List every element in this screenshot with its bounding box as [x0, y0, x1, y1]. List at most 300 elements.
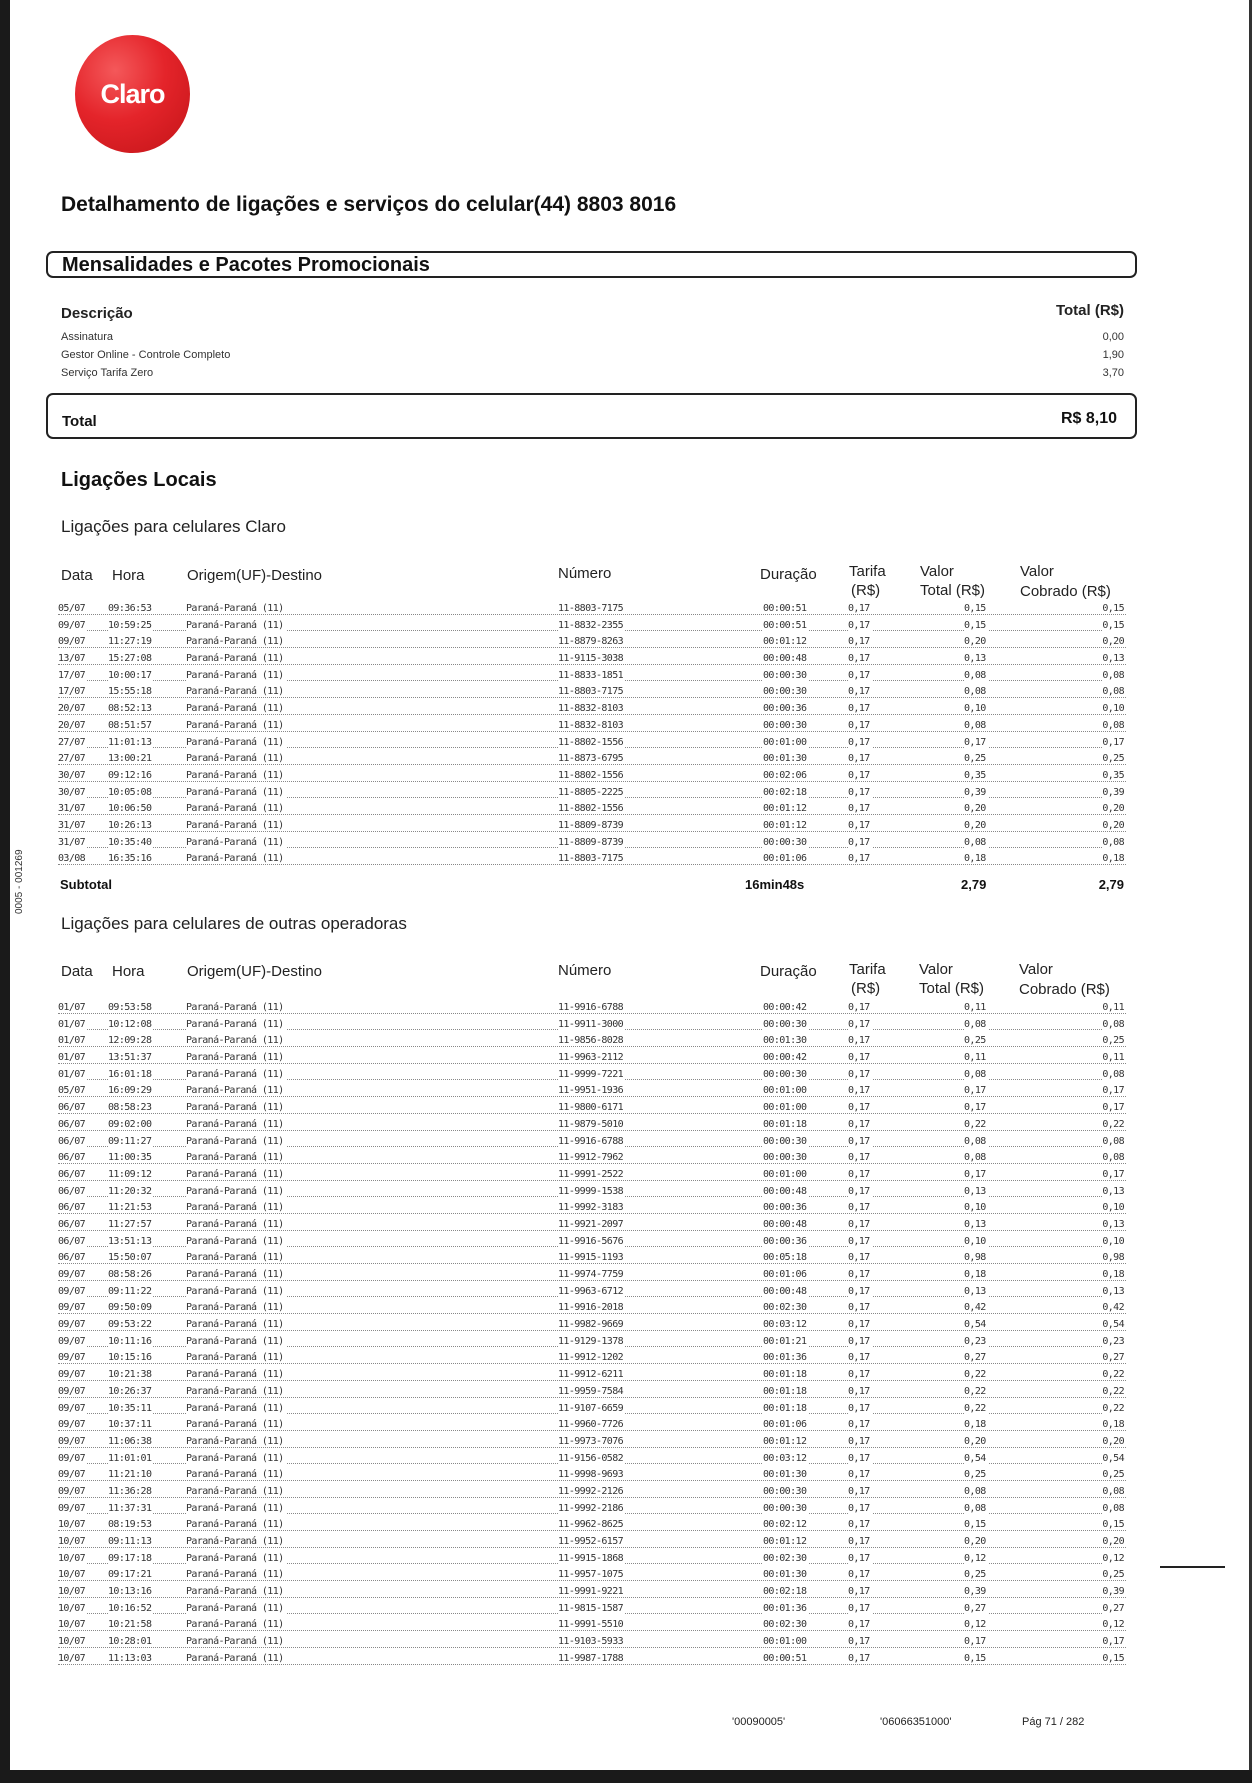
table-row: [58, 1250, 1126, 1267]
table-row: [58, 1651, 1126, 1668]
call-total-value: 0,17: [964, 1102, 986, 1114]
call-charged-value: 0,18: [1102, 1269, 1124, 1280]
call-charged-value: 0,39: [1102, 786, 1124, 798]
call-charged-value: 0,08: [1102, 1152, 1124, 1164]
call-charged-value: 0,25: [1102, 753, 1124, 765]
call-number: 11-9959-7584: [558, 1385, 624, 1397]
call-total-value: 0,23: [964, 1335, 986, 1347]
call-duration: 00:01:06: [763, 1269, 807, 1280]
call-duration: 00:00:42: [763, 1052, 807, 1064]
call-date: 10/07: [58, 1652, 86, 1664]
table-row: [58, 751, 1126, 768]
fee-label: Gestor Online - Controle Completo: [61, 349, 231, 361]
call-total-value: 0,20: [964, 636, 986, 648]
call-duration: 00:00:30: [763, 1068, 807, 1080]
call-duration: 00:02:18: [763, 1586, 807, 1598]
call-charged-value: 0,13: [1102, 653, 1124, 665]
fee-value: 1,90: [1102, 349, 1124, 361]
call-time: 10:26:37: [108, 1385, 152, 1397]
call-number: 11-9921-2097: [558, 1218, 624, 1230]
claro-calls-table: [58, 601, 1126, 868]
call-rate: 0,17: [848, 686, 870, 698]
call-number: 11-9800-6171: [558, 1102, 624, 1114]
call-origin-destination: Paraná-Paraná (11): [186, 1085, 284, 1097]
call-time: 10:35:40: [108, 836, 152, 848]
call-charged-value: 0,25: [1102, 1569, 1124, 1581]
call-total-value: 0,18: [964, 1269, 986, 1280]
call-rate: 0,17: [848, 1636, 870, 1648]
table-row: [58, 1033, 1126, 1050]
table-row: [58, 1434, 1126, 1451]
table-row: [58, 1517, 1126, 1534]
call-date: 01/07: [58, 1068, 86, 1080]
table-row: [58, 1350, 1126, 1367]
call-number: 11-9952-6157: [558, 1536, 624, 1547]
call-rate: 0,17: [848, 1285, 870, 1297]
total-value: R$ 8,10: [1060, 410, 1117, 427]
table-row: [58, 1000, 1126, 1017]
call-date: 06/07: [58, 1202, 86, 1214]
call-number: 11-9991-9221: [558, 1586, 624, 1598]
call-duration: 00:02:30: [763, 1619, 807, 1631]
call-time: 11:27:19: [108, 636, 152, 648]
call-charged-value: 0,15: [1102, 1519, 1124, 1531]
call-total-value: 0,25: [964, 1035, 986, 1047]
call-rate: 0,17: [848, 1202, 870, 1214]
call-charged-value: 0,17: [1102, 1085, 1124, 1097]
call-number: 11-9973-7076: [558, 1435, 624, 1447]
claro-section-title: Ligações para celulares Claro: [61, 517, 286, 536]
call-charged-value: 0,27: [1102, 1352, 1124, 1364]
call-number: 11-9912-6211: [558, 1369, 624, 1381]
call-duration: 00:02:06: [763, 769, 807, 781]
call-date: 03/08: [58, 853, 86, 865]
table-row: [58, 1067, 1126, 1084]
call-total-value: 0,22: [964, 1385, 986, 1397]
call-time: 11:13:03: [108, 1652, 152, 1664]
total-box: [46, 393, 1137, 439]
call-origin-destination: Paraná-Paraná (11): [186, 1335, 284, 1347]
call-date: 01/07: [58, 1018, 86, 1030]
call-date: 10/07: [58, 1602, 86, 1614]
table-row: [58, 1551, 1126, 1568]
call-rate: 0,17: [848, 719, 870, 731]
col-valor-total-2: Total (R$): [919, 980, 985, 997]
call-total-value: 0,20: [964, 1536, 986, 1547]
call-time: 10:12:08: [108, 1018, 152, 1030]
table-row: [58, 851, 1126, 868]
call-time: 09:36:53: [108, 603, 152, 614]
call-time: 10:13:16: [108, 1586, 152, 1598]
call-origin-destination: Paraná-Paraná (11): [186, 836, 284, 848]
call-time: 16:01:18: [108, 1068, 152, 1080]
call-rate: 0,17: [848, 1586, 870, 1598]
call-number: 11-8833-1851: [558, 669, 624, 681]
call-duration: 00:01:06: [763, 853, 807, 865]
call-number: 11-9915-1868: [558, 1552, 624, 1564]
call-time: 10:16:52: [108, 1602, 152, 1614]
call-time: 11:01:13: [108, 736, 152, 748]
call-time: 09:02:00: [108, 1118, 152, 1130]
col-duracao: Duração: [760, 963, 817, 980]
call-origin-destination: Paraná-Paraná (11): [186, 1068, 284, 1080]
call-origin-destination: Paraná-Paraná (11): [186, 1002, 284, 1013]
table-row: [58, 1451, 1126, 1468]
call-date: 09/07: [58, 1419, 86, 1431]
call-rate: 0,17: [848, 669, 870, 681]
call-duration: 00:03:12: [763, 1452, 807, 1464]
total-label: Total: [62, 413, 97, 430]
call-rate: 0,17: [848, 1135, 870, 1147]
call-number: 11-9911-3000: [558, 1018, 624, 1030]
call-number: 11-9982-9669: [558, 1319, 624, 1331]
call-duration: 00:00:30: [763, 1485, 807, 1497]
call-time: 13:51:13: [108, 1235, 152, 1247]
col-valor-cobrado-2: Cobrado (R$): [1020, 583, 1111, 600]
call-number: 11-8802-1556: [558, 736, 624, 748]
call-number: 11-9992-2126: [558, 1485, 624, 1497]
call-time: 10:15:16: [108, 1352, 152, 1364]
table-row: [58, 618, 1126, 635]
call-charged-value: 0,18: [1102, 853, 1124, 865]
call-duration: 00:00:30: [763, 1018, 807, 1030]
call-duration: 00:02:30: [763, 1302, 807, 1314]
call-origin-destination: Paraná-Paraná (11): [186, 1218, 284, 1230]
call-time: 09:53:58: [108, 1002, 152, 1013]
call-date: 10/07: [58, 1636, 86, 1648]
call-origin-destination: Paraná-Paraná (11): [186, 1536, 284, 1547]
call-number: 11-9912-1202: [558, 1352, 624, 1364]
call-origin-destination: Paraná-Paraná (11): [186, 1419, 284, 1431]
table-row: [58, 651, 1126, 668]
call-duration: 00:01:12: [763, 819, 807, 831]
table-row: [58, 785, 1126, 802]
call-date: 20/07: [58, 703, 86, 715]
call-origin-destination: Paraná-Paraná (11): [186, 819, 284, 831]
call-rate: 0,17: [848, 1235, 870, 1247]
call-charged-value: 0,25: [1102, 1469, 1124, 1481]
call-charged-value: 0,17: [1102, 1102, 1124, 1114]
table-row: [58, 1501, 1126, 1518]
call-date: 06/07: [58, 1102, 86, 1114]
call-date: 09/07: [58, 1469, 86, 1481]
call-number: 11-8832-8103: [558, 719, 624, 731]
call-charged-value: 0,20: [1102, 636, 1124, 648]
call-date: 10/07: [58, 1536, 86, 1547]
call-origin-destination: Paraná-Paraná (11): [186, 1319, 284, 1331]
mensalidades-title: Mensalidades e Pacotes Promocionais: [62, 254, 430, 276]
call-charged-value: 0,17: [1102, 736, 1124, 748]
call-date: 01/07: [58, 1002, 86, 1013]
call-rate: 0,17: [848, 653, 870, 665]
call-duration: 00:01:36: [763, 1602, 807, 1614]
call-total-value: 0,20: [964, 1435, 986, 1447]
call-time: 11:36:28: [108, 1485, 152, 1497]
call-charged-value: 0,39: [1102, 1586, 1124, 1598]
call-rate: 0,17: [848, 1035, 870, 1047]
table-row: [58, 1300, 1126, 1317]
side-batch-label: 0005 - 001269: [14, 849, 25, 914]
call-time: 11:27:57: [108, 1218, 152, 1230]
call-duration: 00:00:30: [763, 1135, 807, 1147]
call-total-value: 0,39: [964, 1586, 986, 1598]
call-date: 09/07: [58, 1485, 86, 1497]
fee-value: 0,00: [1102, 331, 1124, 343]
call-number: 11-9992-3183: [558, 1202, 624, 1214]
call-total-value: 0,15: [964, 1519, 986, 1531]
table-row: [58, 1601, 1126, 1618]
call-time: 10:28:01: [108, 1636, 152, 1648]
call-origin-destination: Paraná-Paraná (11): [186, 669, 284, 681]
table-row: [58, 1401, 1126, 1418]
call-rate: 0,17: [848, 1569, 870, 1581]
call-date: 17/07: [58, 686, 86, 698]
call-duration: 00:01:30: [763, 753, 807, 765]
call-time: 11:21:53: [108, 1202, 152, 1214]
call-date: 10/07: [58, 1519, 86, 1531]
call-origin-destination: Paraná-Paraná (11): [186, 636, 284, 648]
mensalidades-header-box: [46, 251, 1137, 278]
table-row: [58, 1100, 1126, 1117]
call-number: 11-9974-7759: [558, 1269, 624, 1280]
table-row: [58, 634, 1126, 651]
call-rate: 0,17: [848, 853, 870, 865]
call-charged-value: 0,10: [1102, 703, 1124, 715]
table-row: [58, 668, 1126, 685]
call-number: 11-9963-2112: [558, 1052, 624, 1064]
table-row: [58, 1134, 1126, 1151]
call-date: 06/07: [58, 1135, 86, 1147]
table-row: [58, 1367, 1126, 1384]
table-row: [58, 801, 1126, 818]
call-date: 06/07: [58, 1252, 86, 1264]
call-date: 09/07: [58, 636, 86, 648]
call-rate: 0,17: [848, 1419, 870, 1431]
call-date: 06/07: [58, 1235, 86, 1247]
col-valor-total: Valor: [919, 961, 953, 978]
table-row: [58, 1050, 1126, 1067]
call-origin-destination: Paraná-Paraná (11): [186, 653, 284, 665]
call-rate: 0,17: [848, 1402, 870, 1414]
call-origin-destination: Paraná-Paraná (11): [186, 1385, 284, 1397]
call-date: 27/07: [58, 736, 86, 748]
call-total-value: 0,13: [964, 653, 986, 665]
call-number: 11-8873-6795: [558, 753, 624, 765]
call-total-value: 0,54: [964, 1452, 986, 1464]
call-total-value: 0,10: [964, 1202, 986, 1214]
table-row: [58, 1384, 1126, 1401]
call-charged-value: 0,11: [1102, 1002, 1124, 1013]
call-origin-destination: Paraná-Paraná (11): [186, 1502, 284, 1514]
call-duration: 00:00:51: [763, 1652, 807, 1664]
table-row: [58, 1317, 1126, 1334]
call-total-value: 0,17: [964, 1085, 986, 1097]
call-rate: 0,17: [848, 1502, 870, 1514]
call-duration: 00:01:00: [763, 736, 807, 748]
table-row: [58, 1083, 1126, 1100]
call-date: 09/07: [58, 1435, 86, 1447]
call-date: 09/07: [58, 1385, 86, 1397]
call-charged-value: 0,12: [1102, 1552, 1124, 1564]
table-row: [58, 1234, 1126, 1251]
descricao-header: Descrição: [61, 305, 133, 322]
call-origin-destination: Paraná-Paraná (11): [186, 1252, 284, 1264]
call-duration: 00:00:30: [763, 1152, 807, 1164]
call-duration: 00:01:18: [763, 1118, 807, 1130]
call-date: 31/07: [58, 836, 86, 848]
call-rate: 0,17: [848, 1552, 870, 1564]
col-origem: Origem(UF)-Destino: [187, 963, 323, 980]
table-row: [58, 1117, 1126, 1134]
call-origin-destination: Paraná-Paraná (11): [186, 1018, 284, 1030]
call-date: 09/07: [58, 1269, 86, 1280]
call-origin-destination: Paraná-Paraná (11): [186, 1452, 284, 1464]
outras-calls-table: [58, 1000, 1126, 1668]
table-row: [58, 1417, 1126, 1434]
call-date: 10/07: [58, 1569, 86, 1581]
call-origin-destination: Paraná-Paraná (11): [186, 1469, 284, 1481]
call-date: 09/07: [58, 1402, 86, 1414]
call-rate: 0,17: [848, 1602, 870, 1614]
call-duration: 00:01:00: [763, 1636, 807, 1648]
claro-subtotal-row: [58, 877, 1126, 895]
call-number: 11-9951-1936: [558, 1085, 624, 1097]
call-number: 11-9991-5510: [558, 1619, 624, 1631]
call-rate: 0,17: [848, 703, 870, 715]
call-rate: 0,17: [848, 1536, 870, 1547]
call-duration: 00:02:12: [763, 1519, 807, 1531]
call-rate: 0,17: [848, 819, 870, 831]
call-total-value: 0,27: [964, 1602, 986, 1614]
footer-code-1: '00090005': [732, 1716, 786, 1728]
call-charged-value: 0,08: [1102, 1135, 1124, 1147]
call-time: 11:37:31: [108, 1502, 152, 1514]
call-total-value: 0,10: [964, 703, 986, 715]
call-origin-destination: Paraná-Paraná (11): [186, 1519, 284, 1531]
call-number: 11-9103-5933: [558, 1636, 624, 1648]
table-row: [58, 768, 1126, 785]
call-rate: 0,17: [848, 1485, 870, 1497]
call-date: 13/07: [58, 653, 86, 665]
call-total-value: 0,22: [964, 1402, 986, 1414]
footer-code-2: '06066351000': [880, 1716, 952, 1728]
col-numero: Número: [558, 962, 612, 979]
call-duration: 00:01:12: [763, 1435, 807, 1447]
call-time: 10:06:50: [108, 803, 152, 815]
call-total-value: 0,25: [964, 1469, 986, 1481]
call-number: 11-9991-2522: [558, 1168, 624, 1180]
call-charged-value: 0,22: [1102, 1369, 1124, 1381]
call-date: 06/07: [58, 1168, 86, 1180]
call-time: 11:20:32: [108, 1185, 152, 1197]
call-number: 11-9999-1538: [558, 1185, 624, 1197]
call-charged-value: 0,22: [1102, 1118, 1124, 1130]
fee-value: 3,70: [1102, 367, 1124, 379]
call-rate: 0,17: [848, 803, 870, 815]
call-rate: 0,17: [848, 786, 870, 798]
call-origin-destination: Paraná-Paraná (11): [186, 1135, 284, 1147]
call-total-value: 0,42: [964, 1302, 986, 1314]
call-duration: 00:01:36: [763, 1352, 807, 1364]
call-total-value: 0,08: [964, 1068, 986, 1080]
call-time: 13:00:21: [108, 753, 152, 765]
call-duration: 00:02:30: [763, 1552, 807, 1564]
call-time: 11:09:12: [108, 1168, 152, 1180]
call-origin-destination: Paraná-Paraná (11): [186, 1235, 284, 1247]
call-time: 12:09:28: [108, 1035, 152, 1047]
col-data: Data: [61, 963, 93, 980]
call-charged-value: 0,98: [1102, 1252, 1124, 1264]
call-total-value: 0,22: [964, 1118, 986, 1130]
call-origin-destination: Paraná-Paraná (11): [186, 1352, 284, 1364]
subtotal-label: Subtotal: [60, 877, 112, 892]
call-charged-value: 0,25: [1102, 1035, 1124, 1047]
table-row: [58, 1217, 1126, 1234]
call-number: 11-8879-8263: [558, 636, 624, 648]
call-origin-destination: Paraná-Paraná (11): [186, 1102, 284, 1114]
col-hora: Hora: [112, 963, 145, 980]
call-number: 11-9879-5010: [558, 1118, 624, 1130]
call-time: 10:00:17: [108, 669, 152, 681]
call-rate: 0,17: [848, 1018, 870, 1030]
call-charged-value: 0,08: [1102, 686, 1124, 698]
call-rate: 0,17: [848, 1052, 870, 1064]
call-number: 11-9999-7221: [558, 1068, 624, 1080]
table-row: [58, 1017, 1126, 1034]
table-row: [58, 1534, 1126, 1551]
call-time: 09:11:27: [108, 1135, 152, 1147]
call-charged-value: 0,10: [1102, 1235, 1124, 1247]
call-rate: 0,17: [848, 1252, 870, 1264]
call-duration: 00:01:18: [763, 1385, 807, 1397]
call-number: 11-9998-9693: [558, 1469, 624, 1481]
call-time: 16:09:29: [108, 1085, 152, 1097]
call-origin-destination: Paraná-Paraná (11): [186, 1602, 284, 1614]
call-rate: 0,17: [848, 836, 870, 848]
call-charged-value: 0,10: [1102, 1202, 1124, 1214]
col-origem: Origem(UF)-Destino: [187, 567, 323, 584]
call-charged-value: 0,22: [1102, 1385, 1124, 1397]
table-row: [58, 1150, 1126, 1167]
call-duration: 00:00:42: [763, 1002, 807, 1013]
call-duration: 00:00:36: [763, 1202, 807, 1214]
call-total-value: 0,08: [964, 836, 986, 848]
table-row: [58, 835, 1126, 852]
call-rate: 0,17: [848, 1435, 870, 1447]
call-charged-value: 0,54: [1102, 1452, 1124, 1464]
call-time: 09:53:22: [108, 1319, 152, 1331]
call-origin-destination: Paraná-Paraná (11): [186, 603, 284, 614]
call-total-value: 0,20: [964, 819, 986, 831]
call-total-value: 0,08: [964, 669, 986, 681]
call-total-value: 0,17: [964, 1636, 986, 1648]
call-number: 11-9916-6788: [558, 1135, 624, 1147]
call-charged-value: 0,08: [1102, 1502, 1124, 1514]
call-date: 20/07: [58, 719, 86, 731]
call-total-value: 0,18: [964, 853, 986, 865]
call-date: 06/07: [58, 1152, 86, 1164]
call-duration: 00:00:48: [763, 653, 807, 665]
call-duration: 00:00:36: [763, 703, 807, 715]
call-number: 11-9156-0582: [558, 1452, 624, 1464]
call-date: 31/07: [58, 803, 86, 815]
call-number: 11-8832-8103: [558, 703, 624, 715]
table-row: [58, 684, 1126, 701]
call-time: 10:05:08: [108, 786, 152, 798]
call-origin-destination: Paraná-Paraná (11): [186, 1485, 284, 1497]
table-row: [58, 601, 1126, 618]
call-date: 09/07: [58, 1302, 86, 1314]
